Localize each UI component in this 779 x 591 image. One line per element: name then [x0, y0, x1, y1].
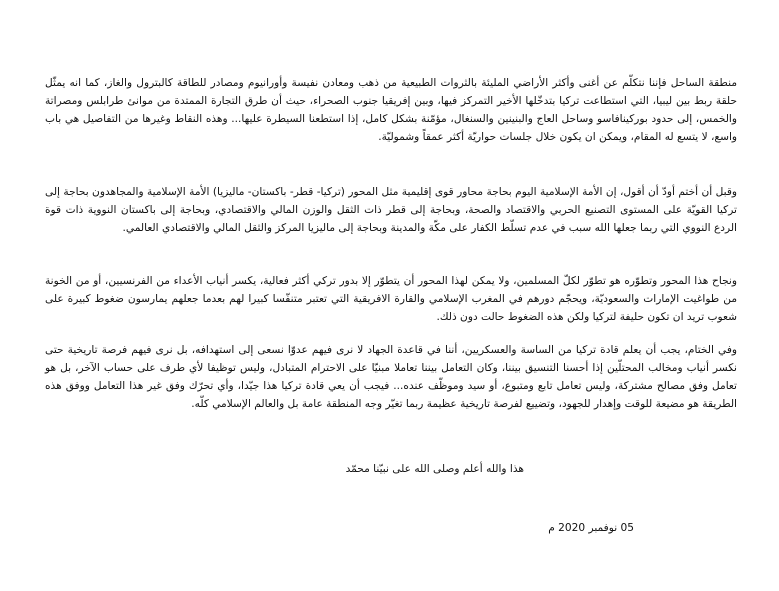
- paragraph-axis-success: ونجاح هذا المحور وتطوّره هو تطوّر لكلّ المسلمين، ولا يمكن لهذا المحور أن يتطوّر إلا بدور تركي أكثر فعالية، يكسر أنياب الأعداء من الفرنسيين، أو من الخونة من طواغيت الإمارات والسعوديّة، ويحجّم دورهم في المغرب الإسلامي والقارة الافريقية التي تعتبر متنفّسا كبيرا لهم بعدما جعلهم يمارسون ضغوط كبيرة على شعوب تريد ان تكون حليفة لتركيا ولكن هذه الضغوط حالت دون ذلك.: [45, 275, 737, 323]
- closing-line: هذا والله أعلم وصلى الله على نبيّنا محمّد: [345, 463, 524, 475]
- paragraph-conclusion: وفي الختام، يجب أن يعلم قادة تركيا من الساسة والعسكريين، أننا في قاعدة الجهاد لا نرى فيهم عدوّا نسعى إلى استهدافه، بل نرى فيهم فرصة تاريخية حتى نكسر أنياب ومخالب المحتلّين إذا أحسنا التنسيق بيننا، وكان التعامل بيننا تعاملا مبنيّا على الاحترام المتبادل، وليس توظيفا لأي طرف على حساب الآخر، بل هو تعامل وفق مصالح مشتركة، وليس تعامل تابع ومتبوع، أو سيد وموظّف عنده... فيجب أن يعي قادة تركيا هذا جيّدا، وأي تحرّك وفق غير هذا التعامل ووفق هذه الطريقة هو مضيعة للوقت وإهدار للجهود، وتضييع لفرصة تاريخية عظيمة ربما تغيّر وجه المنطقة عامة بل والعالم الإسلامي كلّه.: [45, 344, 737, 410]
- paragraph-regional-axis: وقبل أن أختم أودّ أن أقول، إن الأمة الإسلامية اليوم بحاجة محاور قوى إقليمية مثل المحور (تركيا- قطر- باكستان- ماليزيا) الأمة الإسلامية والمجاهدون بحاجة إلى تركيا القويّة على المستوى التصنيع الحربي والاقتصاد والصحة، وبحاجة إلى قطر ذات الثقل والوزن المالي والاقتصادي، وبحاجة إلى باكستان النووية ذات قوة الردع النووي التي ربما جعلها الله سبب في عدم تسلّط الكفار على مكّة والمدينة وبحاجة إلى ماليزيا المركز والثقل المالي والاقتصادي العالمي.: [45, 186, 737, 234]
- document-date: 05 نوفمبر 2020 م: [548, 522, 634, 534]
- paragraph-sahel-region: منطقة الساحل فإننا نتكلّم عن أغنى وأكثر الأراضي المليئة بالثروات الطبيعية من ذهب ومعادن نفيسة وأورانيوم ومصادر للطاقة كالبترول والغاز، كما انه يمثّل حلقة ربط بين ليبيا، التي استطاعت تركيا بتدخّلها الأخير التمركز فيها، وبين إفريقيا جنوب الصحراء، حيث أن طرق التجارة الممتدة من موانئ طرابلس ومصراتة والخمس، إلى حدود بوركينافاسو وساحل العاج والبنينين والسنغال، مؤمّنة بشكل كامل، إذا استطعنا السيطرة عليها... وهذه النقاط وغيرها من التفاصيل هي باب واسع، لا يتسع له المقام، ويمكن ان يكون خلال جلسات حواريّة أكثر عمقاً وشموليّة.: [45, 77, 737, 143]
